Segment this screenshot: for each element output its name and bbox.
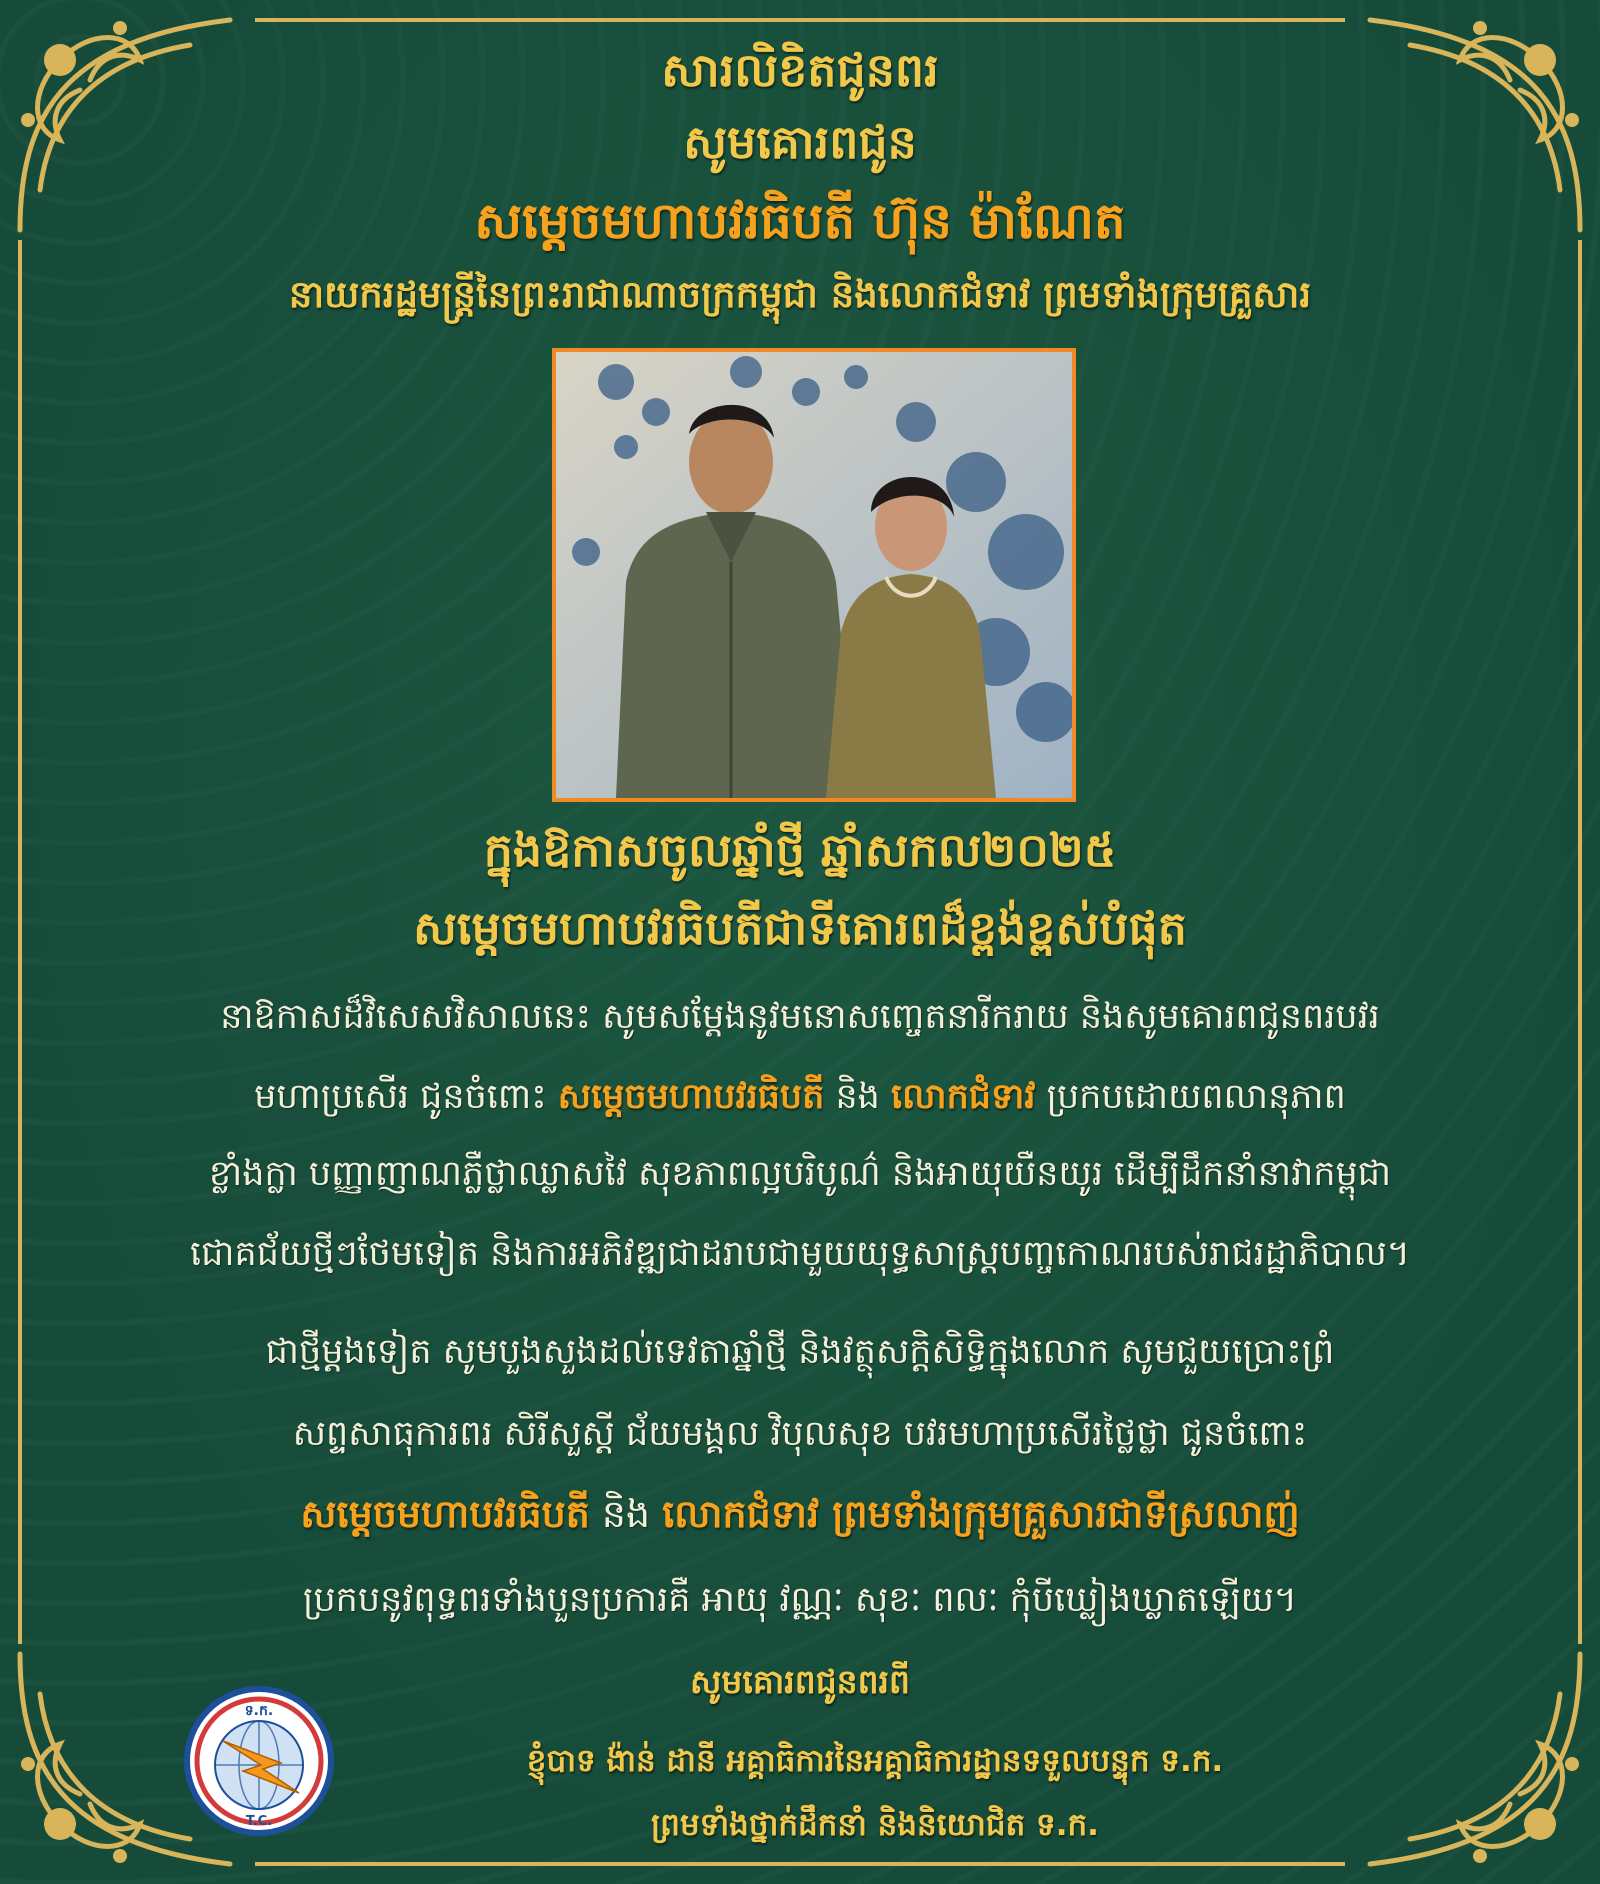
wish-paragraph-2-line-3 (0, 1490, 1600, 1546)
sender-greeting: សូមគោរពជូនពរពី (690, 1662, 910, 1701)
logo-text-bottom: T.C. (245, 1814, 273, 1829)
highlight-name: លោកជំទាវ ព្រមទាំងក្រុមគ្រួសារជាទីស្រលាញ់ (662, 1492, 1300, 1536)
sender-line-1: ខ្ញុំបាទ ង៉ាន់ ដានី អគ្គាធិការនៃអគ្គាធិការដ្ឋានទទួលបន្ទុក ទ.ក. (526, 1743, 1224, 1779)
occasion-line-1: ក្នុងឱកាសចូលឆ្នាំថ្មី ឆ្នាំសកល២០២៥ (483, 823, 1117, 877)
text-segment: និង (824, 1077, 892, 1117)
wish-paragraph-1-line-4: ជោគជ័យថ្មីៗថែមទៀត និងការអភិវឌ្ឍជាដរាបជាមួយយុទ្ធសាស្ត្របញ្ចកោណរបស់រាជរដ្ឋាភិបាល។ (190, 1234, 1410, 1274)
recipient-position: នាយករដ្ឋមន្ត្រីនៃព្រះរាជាណាចក្រកម្ពុជា និងលោកជំទាវ ព្រមទាំងក្រុមគ្រួសារ (288, 273, 1312, 316)
text-segment: ប្រកបដោយពលានុភាព (1035, 1077, 1346, 1117)
recipient-name: សម្តេចមហាបវរធិបតី ហ៊ុន ម៉ាណែត (474, 192, 1126, 250)
highlight-name: សម្តេចមហាបវរធិបតី (557, 1077, 825, 1117)
highlight-name: សម្តេចមហាបវរធិបតី (300, 1492, 590, 1536)
logo-text-top: ទ.ក. (244, 1703, 274, 1719)
wish-paragraph-2-line-1: ជាថ្មីម្តងទៀត សូមបួងសួងដល់ទេវតាឆ្នាំថ្មី និងវត្ថុសក្តិសិទ្ធិក្នុងលោក សូមជួយប្រោះព្រំ (265, 1332, 1335, 1372)
text-segment: និង (589, 1492, 663, 1536)
respect-line: សូមគោរពជូន (683, 115, 917, 169)
top-border-line (255, 18, 1345, 22)
wish-paragraph-2-line-4: ប្រកបនូវពុទ្ធពរទាំងបួនប្រការគឺ អាយុ វណ្ណៈ សុខៈ ពលៈ កុំបីឃ្លៀងឃ្លាតឡើយ។ (303, 1580, 1297, 1620)
occasion-line-2: សម្តេចមហាបវរធិបតីជាទីគោរពដ៏ខ្ពង់ខ្ពស់បំផុត (413, 901, 1187, 955)
couple-portrait-illustration (556, 352, 1072, 798)
wish-paragraph-2-line-2: សព្ទសាធុការពរ សិរីសួស្តី ជ័យមង្គល វិបុលសុខ បវរមហាប្រសើរថ្លៃថ្លា ជូនចំពោះ (292, 1414, 1308, 1454)
portrait-photo (552, 348, 1076, 802)
sender-line-2: ព្រមទាំងថ្នាក់ដឹកនាំ និងនិយោជិត ទ.ក. (651, 1807, 1099, 1843)
bottom-border-line (255, 1862, 1345, 1866)
wish-paragraph-1-line-3: ខ្លាំងក្លា បញ្ញាញាណភ្លឺថ្លាឈ្លាសវៃ សុខភាពល្អបរិបូណ៌ និងអាយុយឺនយូរ ដើម្បីដឹកនាំនាវាកម្ពុជា (208, 1154, 1392, 1194)
card-title: សារលិខិតជូនពរ (661, 43, 939, 97)
highlight-name: លោកជំទាវ (891, 1077, 1036, 1117)
text-segment: មហាប្រសើរ ជូនចំពោះ (254, 1077, 558, 1117)
wish-paragraph-1-line-2 (0, 1075, 1600, 1126)
wish-paragraph-1-line-1: នាឱកាសដ៏វិសេសវិសាលនេះ សូមសម្តែងនូវមនោសញ្ចេតនារីករាយ និងសូមគោរពជូនពរបវរ (220, 997, 1380, 1037)
